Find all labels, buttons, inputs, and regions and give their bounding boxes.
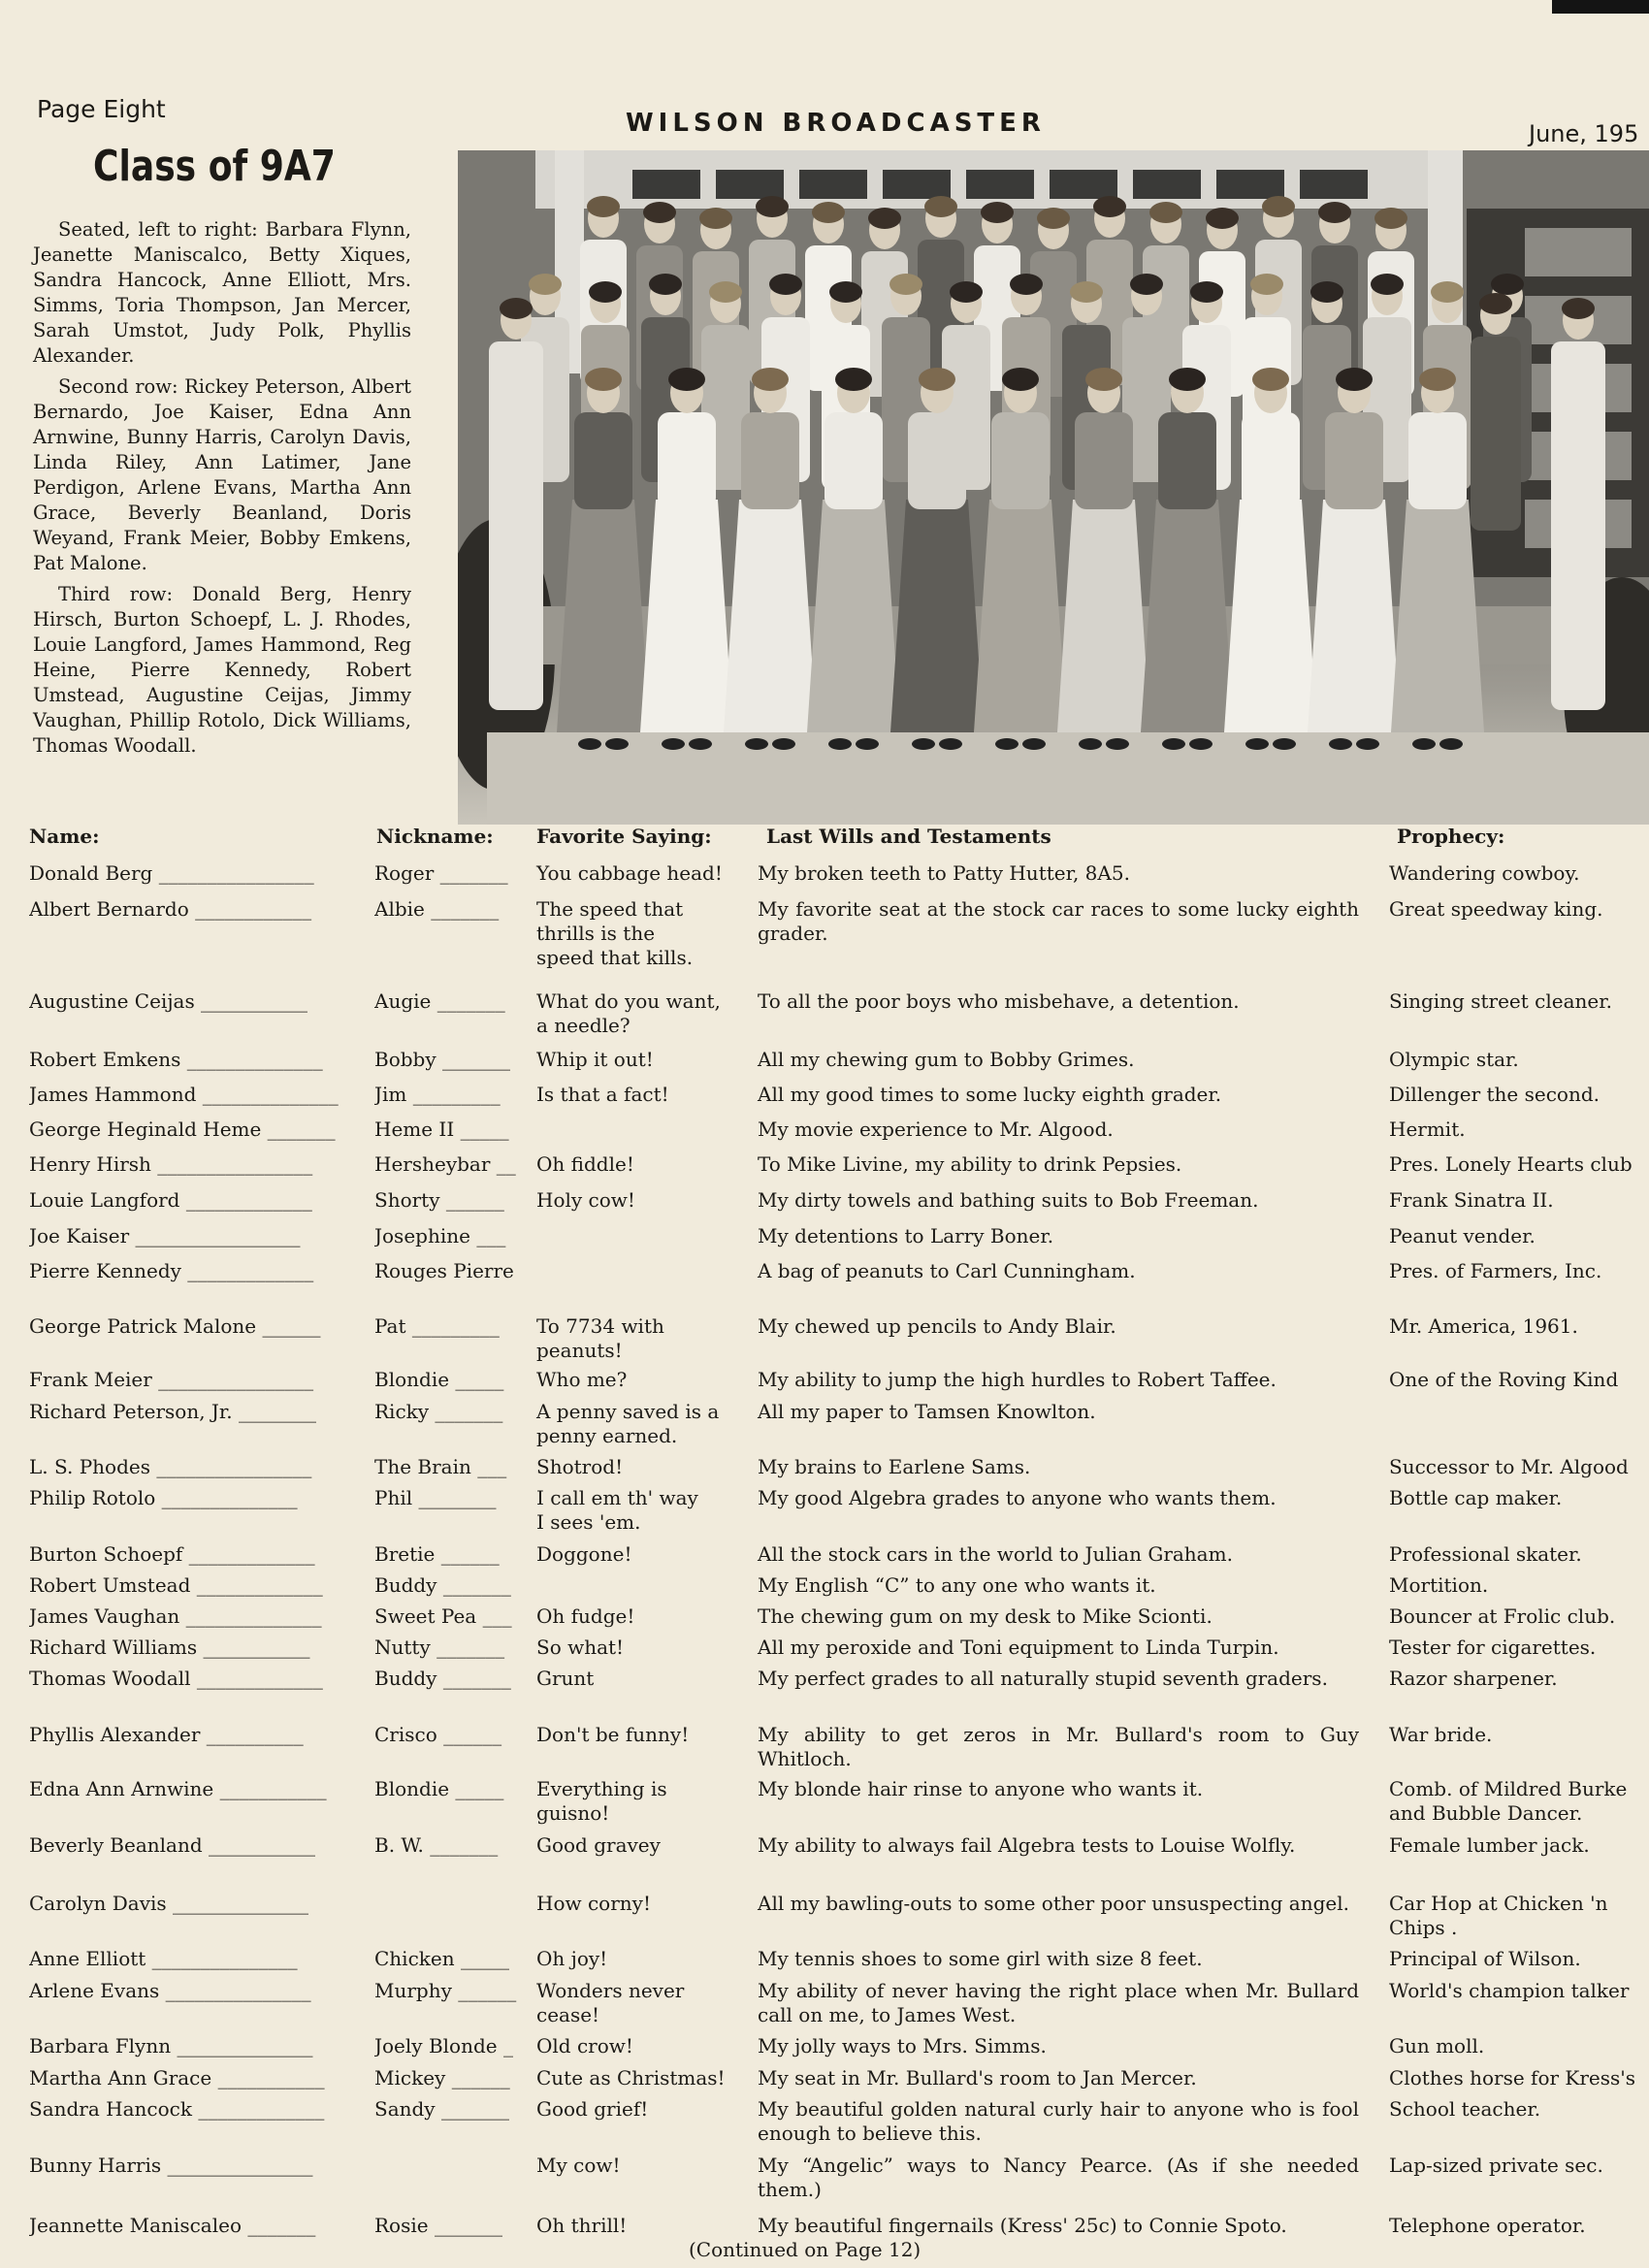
favorite-saying: Don't be funny!	[536, 1723, 690, 1746]
class-photo-illustration	[458, 150, 1649, 825]
favorite-saying: I call em th' way I sees 'em.	[536, 1486, 698, 1534]
last-will: My beautiful fingernails (Kress' 25c) to Connie Spoto.	[758, 2214, 1287, 2237]
prophecy: War bride.	[1389, 1723, 1493, 1746]
nickname: Sandy _______	[374, 2097, 509, 2121]
favorite-saying: Wonders never cease!	[536, 1979, 685, 2026]
photo-caption	[33, 217, 411, 764]
last-will: My tennis shoes to some girl with size 8 feet.	[758, 1947, 1203, 1970]
student-name: Frank Meier ________________	[29, 1368, 314, 1391]
prophecy: Wandering cowboy.	[1389, 861, 1580, 885]
last-will: My broken teeth to Patty Hutter, 8A5.	[758, 861, 1130, 885]
student-name: James Vaughan ______________	[29, 1604, 322, 1628]
nickname: Joely Blonde _	[374, 2034, 513, 2057]
student-name: George Patrick Malone ______	[29, 1314, 321, 1338]
prophecy: Telephone operator.	[1389, 2214, 1586, 2237]
student-name: Edna Ann Arnwine ___________	[29, 1777, 327, 1800]
last-will: All my paper to Tamsen Knowlton.	[758, 1400, 1096, 1423]
student-name: Augustine Ceijas ___________	[29, 989, 308, 1013]
last-will: All my bawling-outs to some other poor unsuspecting angel.	[758, 1892, 1349, 1915]
class-photo	[458, 150, 1649, 825]
student-name: Donald Berg ________________	[29, 861, 314, 885]
nickname: Rouges Pierre	[374, 1259, 514, 1282]
favorite-saying: Is that a fact!	[536, 1083, 669, 1106]
last-will: My chewed up pencils to Andy Blair.	[758, 1314, 1116, 1338]
favorite-saying: Grunt	[536, 1667, 595, 1690]
student-name: James Hammond ______________	[29, 1083, 339, 1106]
student-name: Anne Elliott _______________	[29, 1947, 298, 1970]
nickname: Nutty _______	[374, 1636, 505, 1659]
prophecy: Comb. of Mildred Burke and Bubble Dancer.	[1389, 1777, 1628, 1825]
student-name: Jeannette Maniscaleo _______	[29, 2214, 316, 2237]
header-name: Name:	[29, 825, 100, 848]
favorite-saying: Shotrod!	[536, 1455, 624, 1478]
last-will: My movie experience to Mr. Algood.	[758, 1118, 1114, 1141]
favorite-saying: Cute as Christmas!	[536, 2066, 726, 2090]
caption-third-row: Third row: Donald Berg, Henry Hirsch, Burton Schoepf, L. J. Rhodes, Louie Langford, James Hammond, Reg Heine, Pierre Kennedy, Robert Umstead, Augustine Ceijas, Jimmy Vaughan, Phillip Rotolo, Dick Williams, Thomas Woodall.	[33, 583, 411, 757]
favorite-saying: Who me?	[536, 1368, 628, 1391]
caption-second-row: Second row: Rickey Peterson, Albert Bernardo, Joe Kaiser, Edna Ann Arnwine, Bunny Harris, Carolyn Davis, Linda Riley, Ann Latimer, Jane Perdigon, Arlene Evans, Martha Ann Grace, Beverly Beanland, Doris Weyand, Frank Meier, Bobby Emkens, Pat Malone.	[33, 375, 411, 574]
favorite-saying: Old crow!	[536, 2034, 633, 2057]
student-name: Albert Bernardo ____________	[29, 897, 312, 921]
masthead: WILSON BROADCASTER	[626, 109, 1046, 138]
header-saying: Favorite Saying:	[536, 825, 712, 848]
student-name: Robert Umstead _____________	[29, 1573, 323, 1597]
nickname: Ricky _______	[374, 1400, 503, 1423]
last-will: My favorite seat at the stock car races to some lucky eighth grader.	[758, 897, 1359, 945]
nickname: Heme II _____	[374, 1118, 509, 1141]
last-will: All my chewing gum to Bobby Grimes.	[758, 1048, 1135, 1071]
prophecy: Razor sharpener.	[1389, 1667, 1558, 1690]
prophecy: Bottle cap maker.	[1389, 1486, 1563, 1509]
nickname: Mickey ______	[374, 2066, 510, 2090]
nickname: Bobby _______	[374, 1048, 510, 1071]
last-will: My good Algebra grades to anyone who wants them.	[758, 1486, 1277, 1509]
prophecy: World's champion talker	[1389, 1979, 1630, 2002]
last-will: My detentions to Larry Boner.	[758, 1224, 1054, 1247]
last-will: My ability to always fail Algebra tests to Louise Wolfly.	[758, 1833, 1296, 1857]
student-name: Richard Peterson, Jr. ________	[29, 1400, 317, 1423]
last-will: My jolly ways to Mrs. Simms.	[758, 2034, 1047, 2057]
prophecy: Car Hop at Chicken 'n Chips .	[1389, 1892, 1608, 1939]
last-will: All my good times to some lucky eighth grader.	[758, 1083, 1222, 1106]
student-name: Louie Langford _____________	[29, 1188, 312, 1212]
last-will: All the stock cars in the world to Julian Graham.	[758, 1542, 1233, 1566]
nickname: Josephine ___	[374, 1224, 506, 1247]
prophecy: Olympic star.	[1389, 1048, 1519, 1071]
prophecy: Dillenger the second.	[1389, 1083, 1600, 1106]
prophecy: Mr. America, 1961.	[1389, 1314, 1578, 1338]
prophecy: Frank Sinatra II.	[1389, 1188, 1554, 1212]
prophecy: Mortition.	[1389, 1573, 1489, 1597]
nickname: The Brain ___	[374, 1455, 507, 1478]
header-will: Last Wills and Testaments	[766, 825, 1051, 848]
nickname: Crisco ______	[374, 1723, 502, 1746]
nickname: B. W. _______	[374, 1833, 499, 1857]
favorite-saying: A penny saved is a penny earned.	[536, 1400, 720, 1447]
student-name: Joe Kaiser _________________	[29, 1224, 301, 1247]
last-will: My “Angelic” ways to Nancy Pearce. (As if she needed them.)	[758, 2154, 1359, 2201]
prophecy: Hermit.	[1389, 1118, 1466, 1141]
favorite-saying: Everything is guisno!	[536, 1777, 667, 1825]
favorite-saying: Oh fudge!	[536, 1604, 635, 1628]
favorite-saying: You cabbage head!	[536, 861, 723, 885]
nickname: Bretie ______	[374, 1542, 500, 1566]
nickname: Chicken _____	[374, 1947, 509, 1970]
favorite-saying: To 7734 with peanuts!	[536, 1314, 664, 1362]
favorite-saying: Oh joy!	[536, 1947, 608, 1970]
nickname: Shorty ______	[374, 1188, 504, 1212]
nickname: Blondie _____	[374, 1777, 504, 1800]
student-name: Barbara Flynn ______________	[29, 2034, 313, 2057]
prophecy: Principal of Wilson.	[1389, 1947, 1581, 1970]
last-will: My perfect grades to all naturally stupid seventh graders.	[758, 1667, 1328, 1690]
student-name: Richard Williams ___________	[29, 1636, 310, 1659]
prophecy: Gun moll.	[1389, 2034, 1485, 2057]
nickname: Hersheybar __	[374, 1152, 516, 1176]
last-will: To all the poor boys who misbehave, a detention.	[758, 989, 1240, 1013]
nickname: Albie _______	[374, 897, 500, 921]
student-name: Pierre Kennedy _____________	[29, 1259, 314, 1282]
favorite-saying: Oh fiddle!	[536, 1152, 634, 1176]
student-name: Bunny Harris _______________	[29, 2154, 313, 2177]
prophecy: Lap-sized private sec.	[1389, 2154, 1603, 2177]
nickname: Jim _________	[374, 1083, 501, 1106]
student-name: Philip Rotolo ______________	[29, 1486, 298, 1509]
prophecy: Bouncer at Frolic club.	[1389, 1604, 1616, 1628]
nickname: Buddy _______	[374, 1573, 511, 1597]
continued-note: (Continued on Page 12)	[689, 2238, 922, 2261]
caption-seated: Seated, left to right: Barbara Flynn, Jeanette Maniscalco, Betty Xiques, Sandra Hancock, Anne Elliott, Mrs. Simms, Toria Thompson, Jan Mercer, Sarah Umstot, Judy Polk, Phyllis Alexander.	[33, 218, 411, 367]
nickname: Roger _______	[374, 861, 508, 885]
class-title: Class of 9A7	[93, 142, 336, 191]
prophecy: Singing street cleaner.	[1389, 989, 1612, 1013]
nickname: Rosie _______	[374, 2214, 502, 2237]
prophecy: Professional skater.	[1389, 1542, 1582, 1566]
prophecy: Great speedway king.	[1389, 897, 1603, 921]
favorite-saying: How corny!	[536, 1892, 651, 1915]
student-name: Beverly Beanland ___________	[29, 1833, 315, 1857]
prophecy: Tester for cigarettes.	[1389, 1636, 1597, 1659]
prophecy: Pres. Lonely Hearts club	[1389, 1152, 1633, 1176]
last-will: My beautiful golden natural curly hair to anyone who is fool enough to believe this.	[758, 2097, 1359, 2145]
favorite-saying: Oh thrill!	[536, 2214, 628, 2237]
nickname: Pat _________	[374, 1314, 500, 1338]
favorite-saying: The speed that thrills is the speed that kills.	[536, 897, 694, 969]
student-name: Thomas Woodall _____________	[29, 1667, 323, 1690]
favorite-saying: What do you want, a needle?	[536, 989, 721, 1037]
last-will: My brains to Earlene Sams.	[758, 1455, 1031, 1478]
student-name: Arlene Evans _______________	[29, 1979, 311, 2002]
last-will: To Mike Livine, my ability to drink Pepsies.	[758, 1152, 1182, 1176]
prophecy: Clothes horse for Kress's	[1389, 2066, 1636, 2090]
student-name: George Heginald Heme _______	[29, 1118, 336, 1141]
nickname: Blondie _____	[374, 1368, 504, 1391]
favorite-saying: Good gravey	[536, 1833, 661, 1857]
nickname: Buddy _______	[374, 1667, 511, 1690]
nickname: Phil ________	[374, 1486, 497, 1509]
prophecy: Successor to Mr. Algood	[1389, 1455, 1629, 1478]
last-will: My blonde hair rinse to anyone who wants it.	[758, 1777, 1204, 1800]
favorite-saying: Holy cow!	[536, 1188, 635, 1212]
student-name: Martha Ann Grace ___________	[29, 2066, 325, 2090]
last-will: The chewing gum on my desk to Mike Scionti.	[758, 1604, 1212, 1628]
favorite-saying: Whip it out!	[536, 1048, 654, 1071]
student-name: Robert Emkens ______________	[29, 1048, 323, 1071]
last-will: My ability to jump the high hurdles to Robert Taffee.	[758, 1368, 1277, 1391]
header-nickname: Nickname:	[376, 825, 494, 848]
student-name: Sandra Hancock _____________	[29, 2097, 325, 2121]
last-will: A bag of peanuts to Carl Cunningham.	[758, 1259, 1136, 1282]
nickname: Augie _______	[374, 989, 505, 1013]
last-will: My ability of never having the right place when Mr. Bullard call on me, to James West.	[758, 1979, 1359, 2026]
student-name: L. S. Phodes ________________	[29, 1455, 312, 1478]
last-will: My English “C” to any one who wants it.	[758, 1573, 1156, 1597]
nickname: Sweet Pea ___	[374, 1604, 512, 1628]
last-will: All my peroxide and Toni equipment to Linda Turpin.	[758, 1636, 1279, 1659]
student-name: Burton Schoepf _____________	[29, 1542, 315, 1566]
nickname: Murphy ______	[374, 1979, 517, 2002]
student-name: Carolyn Davis ______________	[29, 1892, 309, 1915]
last-will: My ability to get zeros in Mr. Bullard's room to Guy Whitloch.	[758, 1723, 1359, 1770]
favorite-saying: My cow!	[536, 2154, 621, 2177]
favorite-saying: So what!	[536, 1636, 625, 1659]
student-name: Phyllis Alexander __________	[29, 1723, 304, 1746]
prophecy: Peanut vender.	[1389, 1224, 1536, 1247]
student-name: Henry Hirsh ________________	[29, 1152, 313, 1176]
page-edge-shadow	[1552, 0, 1649, 14]
favorite-saying: Doggone!	[536, 1542, 632, 1566]
prophecy: Pres. of Farmers, Inc.	[1389, 1259, 1602, 1282]
prophecy: School teacher.	[1389, 2097, 1541, 2121]
prophecy: Female lumber jack.	[1389, 1833, 1590, 1857]
last-will: My dirty towels and bathing suits to Bob Freeman.	[758, 1188, 1259, 1212]
issue-date: June, 195	[1529, 120, 1639, 147]
page-label: Page Eight	[37, 95, 166, 123]
last-will: My seat in Mr. Bullard's room to Jan Mercer.	[758, 2066, 1197, 2090]
favorite-saying: Good grief!	[536, 2097, 649, 2121]
header-prophecy: Prophecy:	[1397, 825, 1505, 848]
prophecy: One of the Roving Kind	[1389, 1368, 1619, 1391]
